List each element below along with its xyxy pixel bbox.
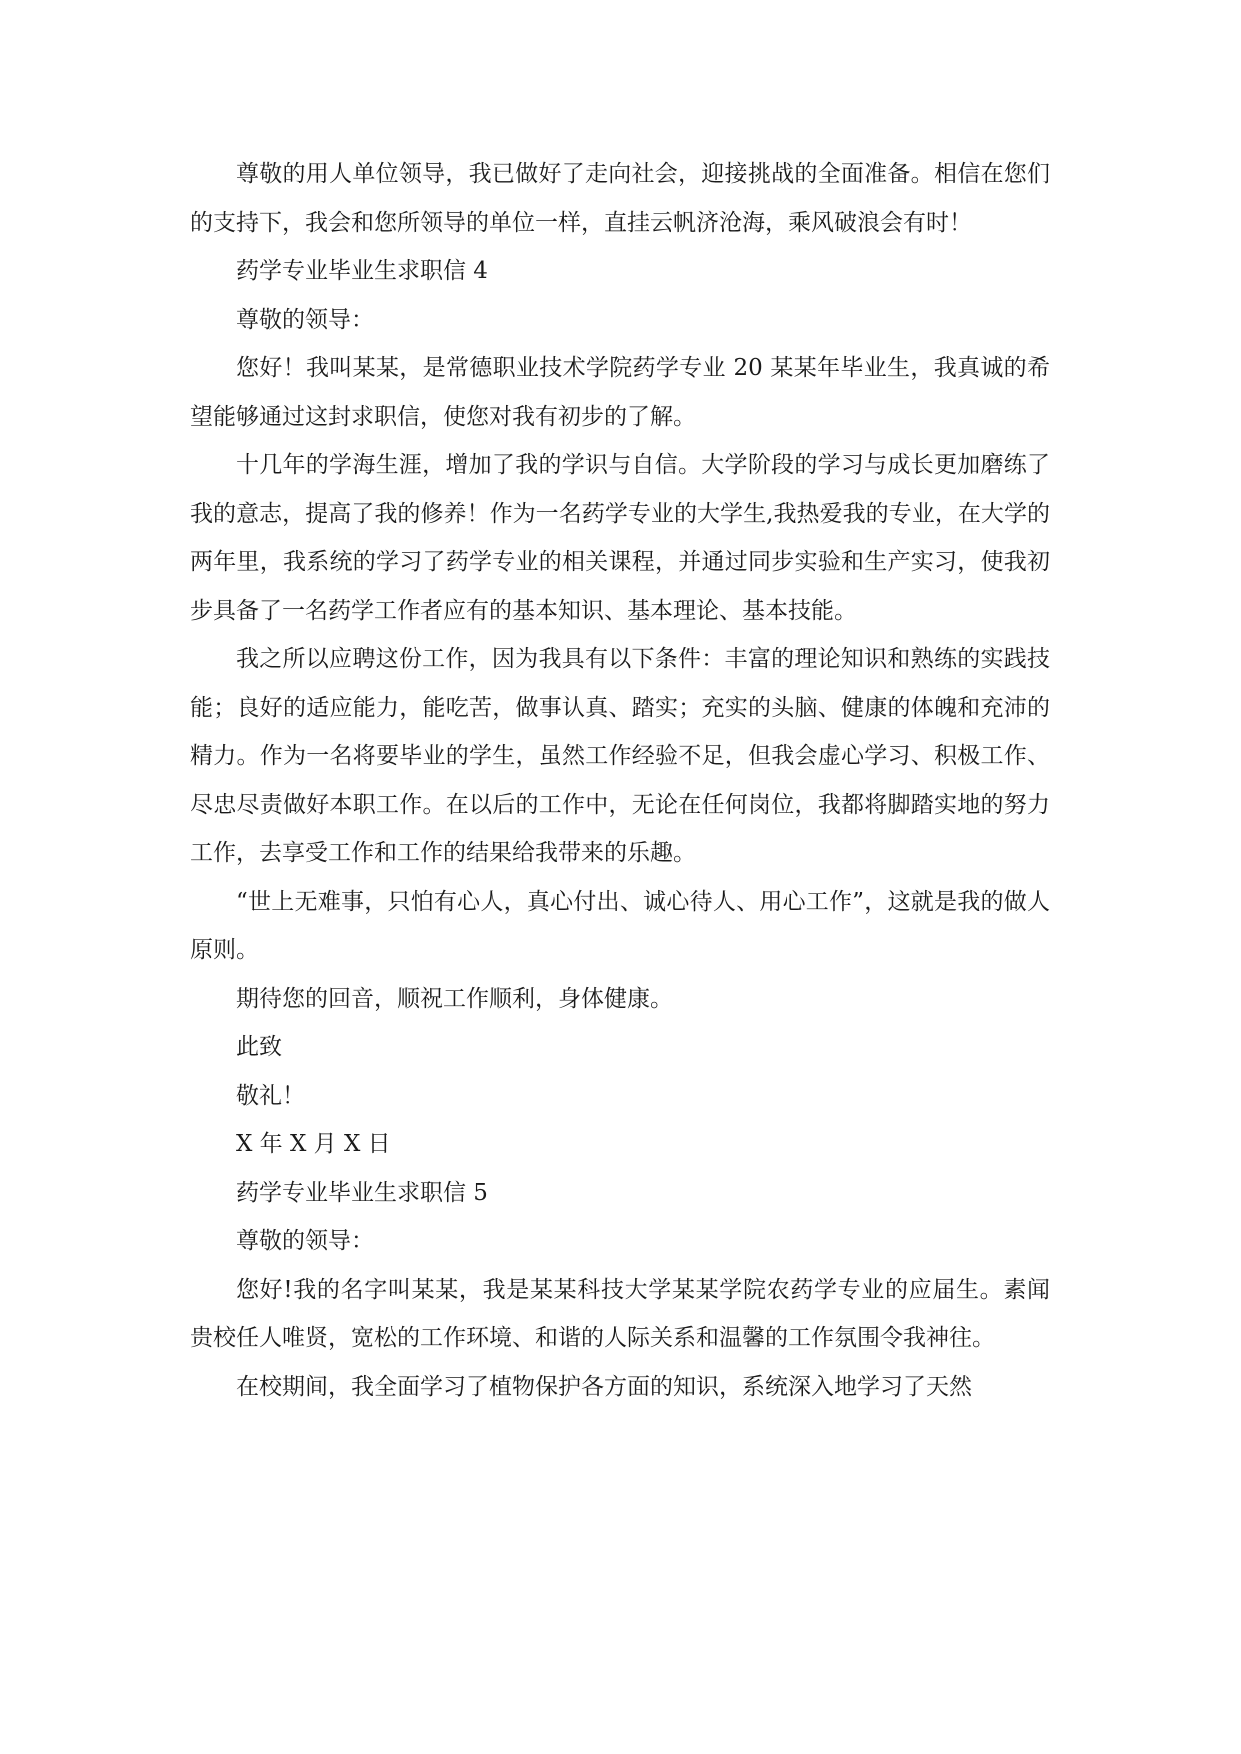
paragraph-reason-4: 我之所以应聘这份工作，因为我具有以下条件：丰富的理论知识和熟练的实践技能；良好的适应能力，能吃苦，做事认真、踏实；充实的头脑、健康的体魄和充沛的精力。作为一名将要毕业的学生，虽然工作经验不足，但我会虚心学习、积极工作、尽忠尽责做好本职工作。在以后的工作中，无论在任何岗位，我都将脚踏实地的努力工作，去享受工作和工作的结果给我带来的乐趣。 bbox=[190, 646, 1050, 866]
document-body bbox=[190, 150, 1050, 1411]
paragraph-introduction-5: 您好!我的名字叫某某，我是某某科技大学某某学院农药学专业的应届生。素闻贵校任人唯贤，宽松的工作环境、和谐的人际关系和温馨的工作氛围令我神往。 bbox=[190, 1276, 1050, 1351]
closing-jingli: 敬礼！ bbox=[236, 1082, 305, 1109]
paragraph-study-4: 十几年的学海生涯，增加了我的学识与自信。大学阶段的学习与成长更加磨练了我的意志，提高了我的修养！作为一名药学专业的大学生,我热爱我的专业，在大学的两年里，我系统的学习了药学专业的相关课程，并通过同步实验和生产实习，使我初步具备了一名药学工作者应有的基本知识、基本理论、基本技能。 bbox=[190, 452, 1050, 624]
letter-heading-5: 药学专业毕业生求职信 5 bbox=[236, 1179, 488, 1206]
salutation-4: 尊敬的领导： bbox=[236, 306, 374, 333]
paragraph-readiness: 尊敬的用人单位领导，我已做好了走向社会，迎接挑战的全面准备。相信在您们的支持下，我会和您所领导的单位一样，直挂云帆济沧海，乘风破浪会有时！ bbox=[190, 161, 1050, 236]
paragraph-introduction-4: 您好！我叫某某，是常德职业技术学院药学专业 20 某某年毕业生，我真诚的希望能够通过这封求职信，使您对我有初步的了解。 bbox=[190, 355, 1050, 430]
letter-heading-4: 药学专业毕业生求职信 4 bbox=[236, 258, 488, 284]
paragraph-motto-4: “世上无难事，只怕有心人，真心付出、诚心待人、用心工作”，这就是我的做人原则。 bbox=[190, 888, 1050, 963]
closing-cizhi: 此致 bbox=[236, 1034, 282, 1060]
letter-date: X 年 X 月 X 日 bbox=[236, 1131, 391, 1157]
salutation-5: 尊敬的领导： bbox=[236, 1228, 374, 1254]
paragraph-study-5: 在校期间，我全面学习了植物保护各方面的知识，系统深入地学习了天然 bbox=[236, 1373, 972, 1400]
paragraph-closing-4: 期待您的回音，顺祝工作顺利，身体健康。 bbox=[236, 985, 673, 1012]
